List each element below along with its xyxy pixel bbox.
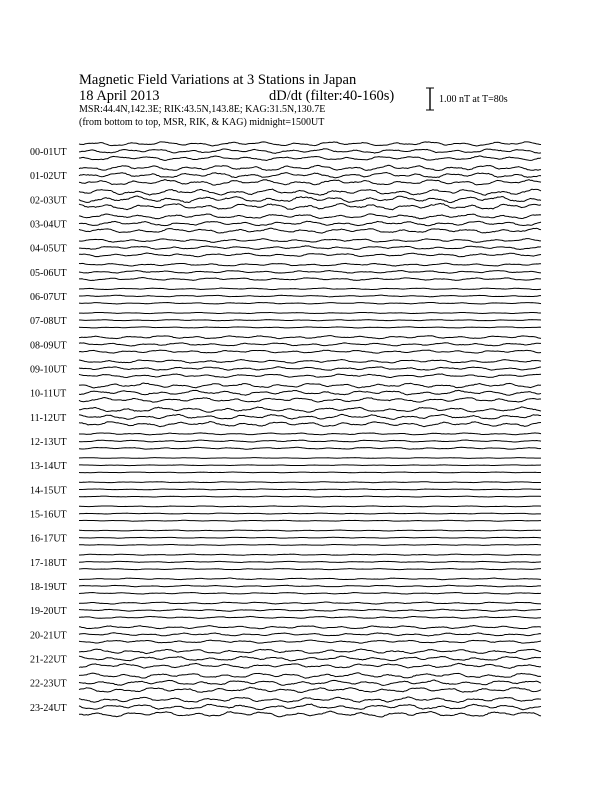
trace-rik-08-09UT	[79, 343, 541, 346]
trace-rik-17-18UT	[79, 561, 541, 562]
trace-kag-10-11UT	[79, 398, 541, 403]
station-traces	[79, 142, 541, 717]
trace-msr-17-18UT	[79, 554, 541, 555]
trace-rik-00-01UT	[79, 149, 541, 154]
trace-rik-22-23UT	[79, 680, 541, 685]
trace-kag-17-18UT	[79, 569, 541, 570]
hour-label: 15-16UT	[30, 509, 67, 521]
trace-kag-15-16UT	[79, 520, 541, 521]
trace-rik-02-03UT	[79, 196, 541, 203]
trace-rik-15-16UT	[79, 513, 541, 514]
trace-msr-00-01UT	[79, 142, 541, 146]
trace-rik-06-07UT	[79, 295, 541, 297]
trace-rik-23-24UT	[79, 704, 541, 710]
trace-rik-16-17UT	[79, 537, 541, 538]
hour-label: 05-06UT	[30, 267, 67, 279]
trace-kag-14-15UT	[79, 496, 541, 497]
station-coordinates: MSR:44.4N,142.3E; RIK:43.5N,143.8E; KAG:31.5N,130.7E	[79, 104, 326, 115]
trace-kag-02-03UT	[79, 203, 541, 209]
hour-label: 03-04UT	[30, 219, 67, 231]
station-order-note: (from bottom to top, MSR, RIK, & KAG) midnight=1500UT	[79, 117, 325, 128]
trace-rik-09-10UT	[79, 367, 541, 370]
trace-rik-18-19UT	[79, 585, 541, 587]
scale-bar-label: 1.00 nT at T=80s	[439, 94, 508, 105]
trace-rik-05-06UT	[79, 271, 541, 274]
trace-msr-19-20UT	[79, 602, 541, 604]
trace-kag-12-13UT	[79, 447, 541, 449]
trace-kag-21-22UT	[79, 663, 541, 668]
hour-label: 04-05UT	[30, 243, 67, 255]
trace-msr-07-08UT	[79, 312, 541, 313]
trace-msr-04-05UT	[79, 239, 541, 243]
scale-bar	[426, 88, 434, 110]
trace-rik-14-15UT	[79, 489, 541, 490]
hour-label: 14-15UT	[30, 485, 67, 497]
hour-label: 06-07UT	[30, 292, 67, 304]
trace-rik-07-08UT	[79, 320, 541, 321]
trace-kag-04-05UT	[79, 253, 541, 257]
hour-label: 10-11UT	[30, 388, 67, 400]
trace-msr-05-06UT	[79, 263, 541, 266]
hour-label: 07-08UT	[30, 316, 67, 328]
trace-rik-19-20UT	[79, 609, 541, 611]
hour-label: 08-09UT	[30, 340, 67, 352]
trace-msr-06-07UT	[79, 288, 541, 290]
hour-label: 13-14UT	[30, 461, 67, 473]
hour-label: 01-02UT	[30, 171, 67, 183]
trace-msr-12-13UT	[79, 433, 541, 435]
hour-label: 20-21UT	[30, 630, 67, 642]
trace-kag-01-02UT	[79, 180, 541, 186]
trace-rik-13-14UT	[79, 465, 541, 466]
hour-label: 09-10UT	[30, 364, 67, 376]
trace-rik-03-04UT	[79, 221, 541, 226]
hour-label: 23-24UT	[30, 702, 67, 714]
trace-kag-16-17UT	[79, 544, 541, 545]
trace-kag-22-23UT	[79, 687, 541, 692]
hour-labels	[30, 147, 67, 714]
quantity-label: dD/dt (filter:40-160s)	[269, 88, 395, 104]
trace-msr-15-16UT	[79, 506, 541, 507]
trace-rik-04-05UT	[79, 246, 541, 250]
trace-kag-08-09UT	[79, 350, 541, 353]
hour-label: 18-19UT	[30, 582, 67, 594]
hour-label: 12-13UT	[30, 437, 67, 449]
trace-kag-09-10UT	[79, 374, 541, 378]
trace-kag-20-21UT	[79, 640, 541, 643]
trace-msr-20-21UT	[79, 626, 541, 629]
trace-kag-06-07UT	[79, 303, 541, 304]
trace-kag-18-19UT	[79, 593, 541, 595]
trace-msr-21-22UT	[79, 649, 541, 654]
trace-msr-01-02UT	[79, 165, 541, 170]
trace-kag-03-04UT	[79, 228, 541, 233]
hour-label: 11-12UT	[30, 412, 67, 424]
trace-msr-03-04UT	[79, 214, 541, 219]
chart-title: Magnetic Field Variations at 3 Stations in Japan	[79, 72, 357, 88]
trace-kag-05-06UT	[79, 278, 541, 281]
trace-kag-23-24UT	[79, 711, 541, 717]
trace-msr-22-23UT	[79, 673, 541, 678]
trace-kag-13-14UT	[79, 472, 541, 473]
trace-kag-11-12UT	[79, 422, 541, 427]
trace-msr-11-12UT	[79, 407, 541, 412]
trace-rik-10-11UT	[79, 390, 541, 395]
trace-msr-02-03UT	[79, 189, 541, 195]
hour-label: 17-18UT	[30, 557, 67, 569]
trace-kag-19-20UT	[79, 616, 541, 618]
hour-label: 21-22UT	[30, 654, 67, 666]
trace-msr-09-10UT	[79, 359, 541, 363]
hour-label: 16-17UT	[30, 533, 67, 545]
trace-msr-10-11UT	[79, 383, 541, 388]
trace-kag-07-08UT	[79, 327, 541, 328]
trace-rik-11-12UT	[79, 414, 541, 419]
trace-msr-14-15UT	[79, 482, 541, 483]
trace-msr-08-09UT	[79, 336, 541, 339]
trace-msr-18-19UT	[79, 578, 541, 580]
trace-rik-21-22UT	[79, 656, 541, 661]
trace-rik-12-13UT	[79, 440, 541, 442]
trace-msr-16-17UT	[79, 530, 541, 531]
hour-label: 22-23UT	[30, 678, 67, 690]
hour-label: 02-03UT	[30, 195, 67, 207]
trace-msr-23-24UT	[79, 697, 541, 702]
date-label: 18 April 2013	[79, 88, 160, 104]
trace-rik-20-21UT	[79, 633, 541, 636]
hour-label: 19-20UT	[30, 606, 67, 618]
trace-kag-00-01UT	[79, 156, 541, 161]
trace-msr-13-14UT	[79, 458, 541, 459]
trace-rik-01-02UT	[79, 173, 541, 178]
hour-label: 00-01UT	[30, 147, 67, 158]
